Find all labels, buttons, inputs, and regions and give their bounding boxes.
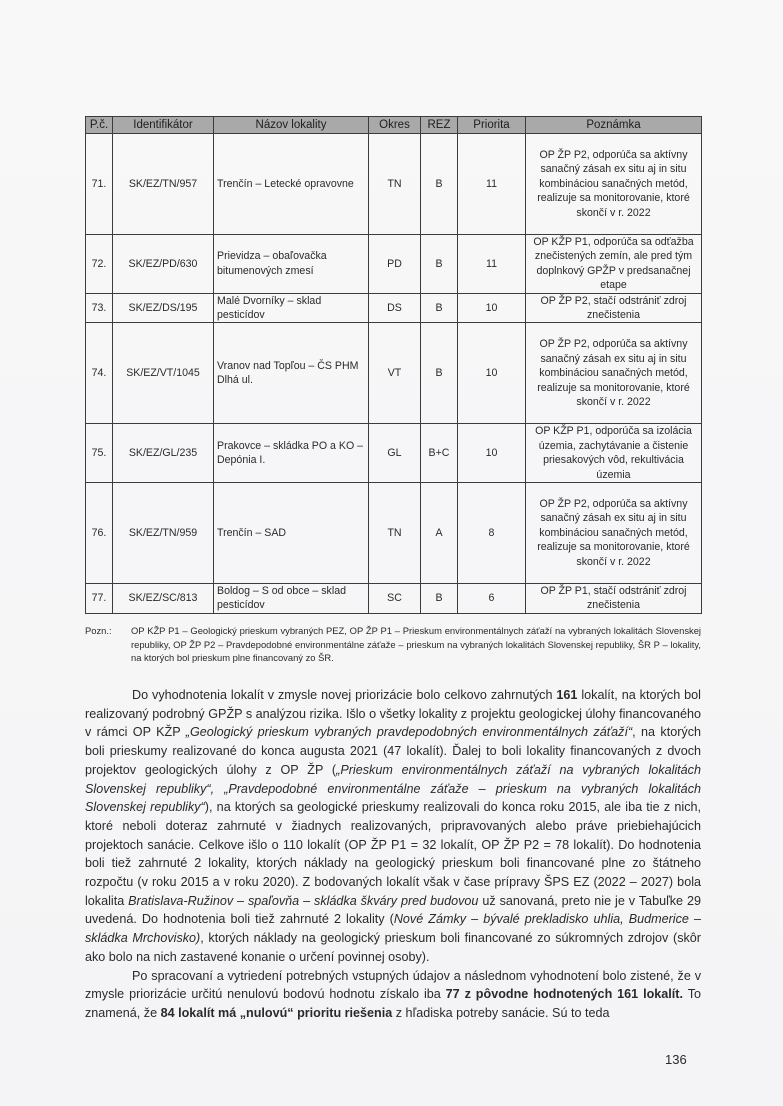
table-header-row [86, 117, 702, 134]
header-priorita: Priorita [458, 117, 526, 134]
cell-identifier: SK/EZ/SC/813 [113, 584, 214, 614]
table-row [86, 483, 702, 584]
cell-priority: 10 [458, 323, 526, 424]
cell-identifier: SK/EZ/GL/235 [113, 424, 214, 483]
italic-text: Nové Zámky – bývalé prekladisko uhlia, Budmerice – skládka Mrchovisko) [85, 912, 701, 946]
header-identifikator: Identifikátor [113, 117, 214, 134]
cell-number: 74. [86, 323, 113, 424]
header-okres: Okres [369, 117, 421, 134]
cell-number: 71. [86, 134, 113, 235]
cell-note: OP ŽP P1, stačí odstrániť zdroj znečistenia [526, 584, 702, 614]
bold-text: 77 z pôvodne hodnotených 161 lokalít. [445, 987, 683, 1002]
text-run: už sanovaná, preto nie je v Tabuľke 29 uvedená. Do hodnotenia boli tiež zahrnuté 2 lokality ( [85, 893, 701, 927]
page-number: 136 [665, 1052, 687, 1067]
header-poznamka: Poznámka [526, 117, 702, 134]
cell-district: PD [369, 235, 421, 294]
text-run: lokalít, na ktorých bol realizovaný podrobný GPŽP s analýzou rizika. Išlo o všetky lokality z projektu geologickej úlohy financovaného v rámci OP KŽP [85, 688, 701, 740]
paragraph [85, 686, 701, 967]
localities-table [85, 116, 702, 614]
cell-note: OP ŽP P2, odporúča sa aktívny sanačný zásah ex situ aj in situ kombináciou sanačných metód, realizuje sa monitorovanie, ktoré skončí v r. 2022 [526, 323, 702, 424]
italic-text: Bratislava-Ružinov – spaľovňa – skládka škváry pred budovou [128, 893, 479, 908]
cell-locality-name: Prakovce – skládka PO a KO – Depónia I. [214, 424, 369, 483]
text-run: z hľadiska potreby sanácie. Sú to teda [392, 1005, 610, 1020]
cell-identifier: SK/EZ/PD/630 [113, 235, 214, 294]
cell-rez: B [421, 235, 458, 294]
footnote-label: Pozn.: [85, 625, 112, 636]
cell-rez: A [421, 483, 458, 584]
cell-identifier: SK/EZ/VT/1045 [113, 323, 214, 424]
text-run: To znamená, že [85, 987, 701, 1020]
table-row [86, 584, 702, 614]
cell-locality-name: Malé Dvorníky – sklad pesticídov [214, 293, 369, 323]
cell-priority: 11 [458, 235, 526, 294]
cell-priority: 8 [458, 483, 526, 584]
cell-number: 76. [86, 483, 113, 584]
cell-locality-name: Prievidza – obaľovačka bitumenových zmesí [214, 235, 369, 294]
cell-identifier: SK/EZ/DS/195 [113, 293, 214, 323]
cell-district: VT [369, 323, 421, 424]
cell-note: OP ŽP P2, odporúča sa aktívny sanačný zásah ex situ aj in situ kombináciou sanačných metód, realizuje sa monitorovanie, ktoré skončí v r. 2022 [526, 483, 702, 584]
cell-priority: 6 [458, 584, 526, 614]
cell-locality-name: Boldog – S od obce – sklad pesticídov [214, 584, 369, 614]
paragraph [85, 967, 701, 1023]
body-text [85, 686, 701, 1023]
cell-priority: 10 [458, 293, 526, 323]
bold-text: 84 lokalít má „nulovú“ prioritu riešenia [160, 1005, 393, 1020]
cell-note: OP KŽP P1, odporúča sa izolácia územia, zachytávanie a čistenie priesakových vôd, rekultivácia územia [526, 424, 702, 483]
cell-note: OP KŽP P1, odporúča sa odťažba znečistených zemín, ale pred tým doplnkový GPŽP v predsanačnej etape [526, 235, 702, 294]
header-nazov-lokality: Názov lokality [214, 117, 369, 134]
table-row [86, 424, 702, 483]
cell-priority: 11 [458, 134, 526, 235]
cell-district: SC [369, 584, 421, 614]
cell-locality-name: Trenčín – SAD [214, 483, 369, 584]
table-row [86, 235, 702, 294]
table-row [86, 323, 702, 424]
cell-note: OP ŽP P2, stačí odstrániť zdroj znečistenia [526, 293, 702, 323]
table-footnote [85, 624, 701, 665]
italic-text: „Geologický prieskum vybraných pravdepodobných environmentálnych záťaží“ [185, 725, 633, 740]
text-run: ), na ktorých sa geologické prieskumy realizovali do konca roku 2015, ale iba tie z nich, ktoré neboli doteraz zahrnuté v žiadnych realizovaných, pripravovaných alebo práve priebiehajúcich projektoch sanácie. Celkove išlo o 110 lokalít (OP ŽP P1 = 32 lokalít, OP ŽP P2 = 78 lokalít). Do hodnotenia boli tiež zahrnuté 2 lokality, ktorých náklady na geologický prieskum boli financované plne zo štátneho rozpočtu (v roku 2015 a v roku 2020). Z bodovaných lokalít však v čase prípravy ŠPS EZ (2022 – 2027) bola lokalita [85, 800, 701, 908]
cell-identifier: SK/EZ/TN/959 [113, 483, 214, 584]
text-run: , na ktorých boli prieskumy realizované do konca augusta 2021 (47 lokalít). Ďalej to boli lokality financovaných z dvoch projektov geologických úlohy z OP ŽP ( [85, 725, 701, 777]
cell-rez: B+C [421, 424, 458, 483]
cell-priority: 10 [458, 424, 526, 483]
cell-number: 77. [86, 584, 113, 614]
text-run: , ktorých náklady na geologický prieskum boli financované zo súkromných zdrojov (skôr ako bolo na nich zastavené konanie o určení povinnej osoby). [85, 931, 701, 964]
cell-locality-name: Trenčín – Letecké opravovne [214, 134, 369, 235]
table-row [86, 134, 702, 235]
cell-district: DS [369, 293, 421, 323]
cell-district: GL [369, 424, 421, 483]
cell-number: 73. [86, 293, 113, 323]
table-row [86, 293, 702, 323]
cell-rez: B [421, 323, 458, 424]
italic-text: „Prieskum environmentálnych záťaží na vybraných lokalitách Slovenskej republiky“, „Pravdepodobné environmentálne záťaže – prieskum na vybraných lokalitách Slovenskej republiky“ [85, 762, 701, 815]
cell-rez: B [421, 584, 458, 614]
cell-rez: B [421, 134, 458, 235]
cell-district: TN [369, 483, 421, 584]
header-rez: REZ [421, 117, 458, 134]
cell-rez: B [421, 293, 458, 323]
cell-locality-name: Vranov nad Topľou – ČS PHM Dlhá ul. [214, 323, 369, 424]
text-run: Do vyhodnotenia lokalít v zmysle novej priorizácie bolo celkovo zahrnutých [132, 688, 557, 702]
header-pc: P.č. [86, 117, 113, 134]
cell-number: 72. [86, 235, 113, 294]
cell-number: 75. [86, 424, 113, 483]
cell-identifier: SK/EZ/TN/957 [113, 134, 214, 235]
footnote-text: OP KŽP P1 – Geologický prieskum vybraných PEZ, OP ŽP P1 – Prieskum environmentálnych záťaží na vybraných lokalitách Slovenskej republiky, OP ŽP P2 – Pravdepodobné environmentálne záťaže – prieskum na vybraných lokalitách Slovenskej republiky, ŠR P – lokality, na ktorých bol prieskum plne financovaný zo ŠR. [131, 625, 701, 663]
bold-text: 161 [556, 688, 578, 702]
cell-note: OP ŽP P2, odporúča sa aktívny sanačný zásah ex situ aj in situ kombináciou sanačných metód, realizuje sa monitorovanie, ktoré skončí v r. 2022 [526, 134, 702, 235]
cell-district: TN [369, 134, 421, 235]
text-run: Po spracovaní a vytriedení potrebných vstupných údajov a následnom vyhodnotení bolo zistené, že v zmysle priorizácie určitú nenulovú bodovú hodnotu získalo iba [85, 968, 701, 1002]
